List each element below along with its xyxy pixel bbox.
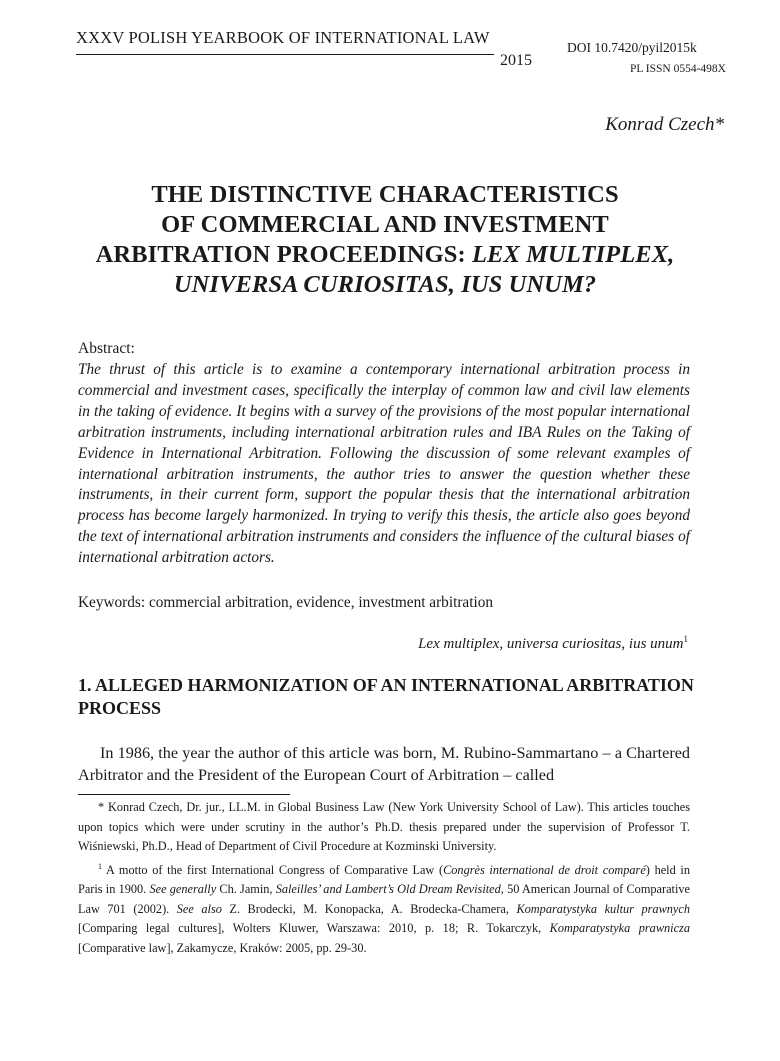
fn1-italic-e: Komparatystyka kultur prawnych <box>516 901 690 916</box>
fn1-italic-c: Saleilles’ and Lambert’s Old Dream Revisited <box>275 882 501 897</box>
article-title <box>60 180 710 300</box>
fn1-italic-a: Congrès international de droit comparé <box>443 862 646 877</box>
title-line-4 <box>60 270 710 300</box>
keywords-label: Keywords: <box>78 594 146 611</box>
fn1-italic-f: Komparatystyka prawnicza <box>549 921 690 936</box>
author-name: Konrad Czech* <box>605 114 724 135</box>
issn: PL ISSN 0554-498X <box>629 63 726 75</box>
header-rule <box>76 54 532 55</box>
title-line-3-plain: ARBITRATION PROCEEDINGS: <box>95 241 472 268</box>
title-line-4-italic: UNIVERSA CURIOSITAS, IUS UNUM? <box>173 271 597 298</box>
footnote-rule <box>78 794 290 795</box>
fn1-text-b: ) held in Paris in 1900. <box>78 862 690 897</box>
journal-year: 2015 <box>494 52 532 70</box>
title-line-3 <box>60 240 710 270</box>
title-line-1: THE DISTINCTIVE CHARACTERISTICS <box>151 181 619 208</box>
epigraph <box>418 634 688 653</box>
fn1-text-f: [Comparing legal cultures], Wolters Kluwer, Warszawa: 2010, p. 18; R. Tokarczyk, <box>78 921 550 936</box>
abstract-label: Abstract: <box>78 340 135 357</box>
footnote-1-mark: 1 <box>98 861 102 871</box>
fn1-text-c: Ch. Jamin, <box>216 882 276 897</box>
abstract-text: The thrust of this article is to examine a contemporary international arbitration process in commercial and investment cases, specifically the interplay of common law and civil law elements in the taking of evidence. It begins with a survey of the provisions of the most popular international arbitration instruments, including international arbitration rules and IBA Rules on the Taking of Evidence in International Arbitration. Following the discussion of some relevant examples of international arbitration instruments, the author tries to answer the question whether these instruments, in their current form, support the popular thesis that the international arbitration process has become largely harmonized. In trying to verify this thesis, the article also goes beyond the text of international arbitration instruments and considers the influence of the cultural biases of international arbitration actors. <box>78 361 690 567</box>
body-paragraph: In 1986, the year the author of this article was born, M. Rubino-Sammartano – a Chartered Arbitrator and the President of the European Court of Arbitration – called <box>78 744 690 784</box>
epigraph-text: Lex multiplex, universa curiositas, ius unum <box>418 636 684 652</box>
fn1-text-d: , 50 American Journal of Comparative Law 701 (2002). <box>78 882 690 916</box>
doi: DOI 10.7420/pyil2015k <box>567 40 697 55</box>
title-line-2: OF COMMERCIAL AND INVESTMENT <box>161 211 609 238</box>
keywords-text: commercial arbitration, evidence, investment arbitration <box>145 594 494 611</box>
footnote-author: * Konrad Czech, Dr. jur., LL.M. in Global Business Law (New York University School of Law). This articles touches upon topics which were under scrutiny in the author’s Ph.D. thesis prepared under the supervision of Professor T. Wiśniewski, Ph.D., Head of Department of Civil Procedure at Kozminski University. <box>78 800 690 853</box>
epigraph-footnote-mark: 1 <box>683 634 688 644</box>
identifiers <box>567 40 737 75</box>
fn1-italic-d: See also <box>176 901 222 916</box>
fn1-text-e: Z. Brodecki, M. Konopacka, A. Brodecka-Chamera, <box>221 901 517 916</box>
footnote-1 <box>78 857 690 959</box>
keywords <box>78 594 493 612</box>
fn1-text-a: A motto of the first International Congress of Comparative Law ( <box>102 862 444 877</box>
fn1-italic-b: See generally <box>149 882 217 897</box>
section-heading: 1. ALLEGED HARMONIZATION OF AN INTERNATIONAL ARBITRATION PROCESS <box>78 675 694 718</box>
journal-name: XXXV POLISH YEARBOOK OF INTERNATIONAL LAW <box>76 28 490 47</box>
title-line-3-italic: LEX MULTIPLEX, <box>471 241 675 268</box>
running-header <box>76 28 532 69</box>
footnotes <box>78 798 690 958</box>
fn1-text-g: [Comparative law], Zakamycze, Kraków: 2005, pp. 29-30. <box>78 940 367 955</box>
